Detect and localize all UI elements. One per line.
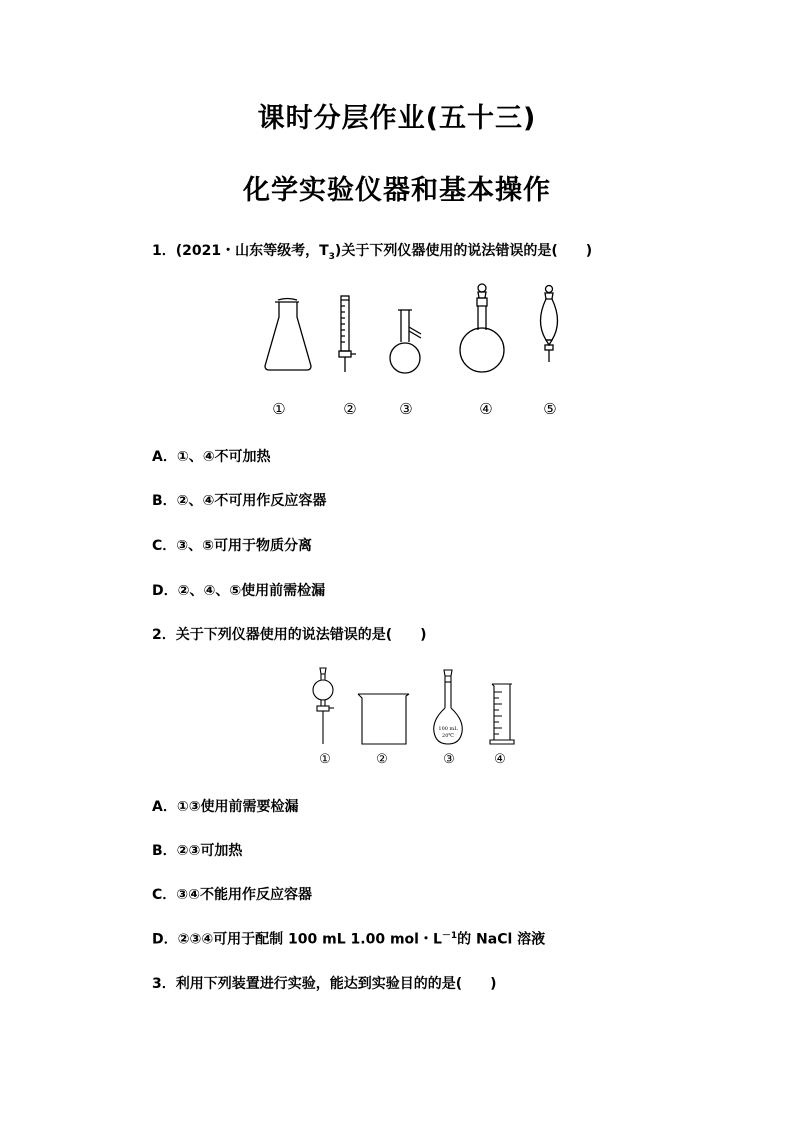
question-2-stem: 2．关于下列仪器使用的说法错误的是( ) <box>152 627 427 643</box>
figure-label: ③ <box>443 752 455 767</box>
figure-label: ⑤ <box>543 400 557 418</box>
option-c: C．③④不能用作反应容器 <box>152 887 312 903</box>
distillation-flask-icon <box>390 310 421 373</box>
figure-label: ② <box>343 400 357 418</box>
question-1-stem: 1．(2021・山东等级考，$T_3$)关于下列仪器使用的说法错误的是( ) <box>152 243 593 262</box>
option-d: D．②③④可用于配制 100 mL 1.00 mol・$L^{-1}$的 NaCl 溶液 <box>152 931 546 948</box>
figure-label: ④ <box>479 400 493 418</box>
option-a: A．①③使用前需要检漏 <box>152 799 299 815</box>
option-b: B．②、④不可用作反应容器 <box>152 493 327 509</box>
question-2-figure <box>306 666 522 748</box>
option-b: B．②③可加热 <box>152 843 243 859</box>
question-3-stem: 3．利用下列装置进行实验，能达到实验目的的是( ) <box>152 976 497 992</box>
page-title: 课时分层作业(五十三) <box>257 103 537 134</box>
question-1-figure <box>255 282 575 382</box>
figure-label: ③ <box>399 400 413 418</box>
option-a: A．①、④不可加热 <box>152 449 271 465</box>
graduated-cylinder-icon <box>490 684 514 744</box>
option-d: D．②、④、⑤使用前需检漏 <box>152 583 326 599</box>
conical-flask-icon <box>265 299 311 371</box>
figure-label: ② <box>376 752 388 767</box>
beaker-icon <box>358 694 409 744</box>
separatory-funnel-icon <box>541 286 558 363</box>
option-c: C．③、⑤可用于物质分离 <box>152 538 312 554</box>
flask-capacity-text: 100 mL <box>438 726 458 732</box>
page-subtitle: 化学实验仪器和基本操作 <box>243 175 551 206</box>
volumetric-flask-icon <box>460 284 504 372</box>
separatory-funnel-icon <box>313 668 334 744</box>
burette-icon <box>339 296 356 372</box>
figure-label: ① <box>319 752 331 767</box>
figure-label: ④ <box>494 752 506 767</box>
figure-label: ① <box>272 400 286 418</box>
flask-temp-text: 20℃ <box>442 733 454 739</box>
